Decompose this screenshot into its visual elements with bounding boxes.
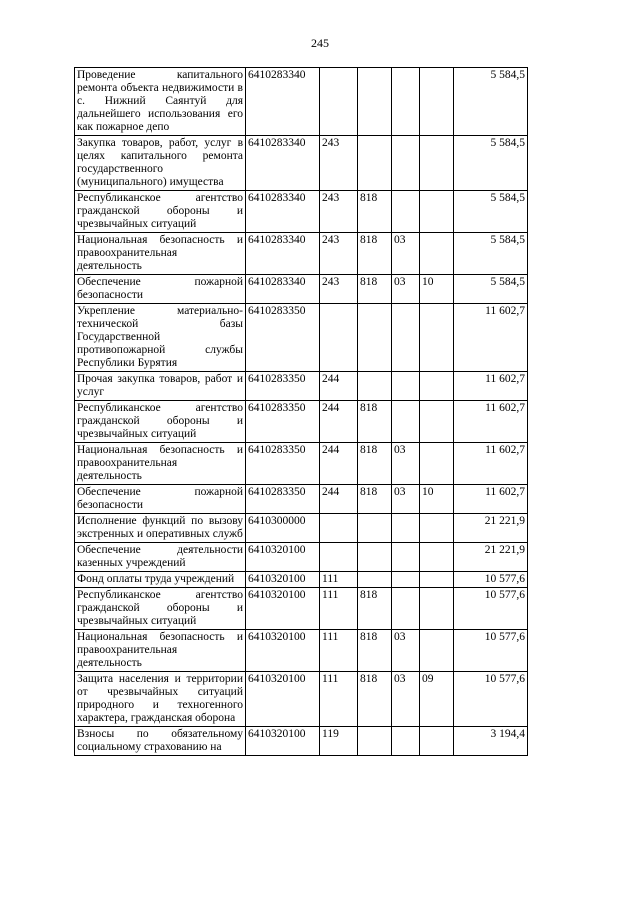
row-name-cell: Исполнение функций по вызову экстренных и оперативных служб bbox=[75, 514, 246, 543]
target-article-cell: 6410283350 bbox=[246, 372, 320, 401]
subsection-cell bbox=[420, 401, 454, 443]
target-article-cell: 6410283350 bbox=[246, 443, 320, 485]
row-name-cell: Фонд оплаты труда учреждений bbox=[75, 572, 246, 588]
table-row bbox=[75, 727, 528, 756]
expense-type-cell: 119 bbox=[320, 727, 358, 756]
expense-type-cell: 111 bbox=[320, 672, 358, 727]
subsection-cell bbox=[420, 191, 454, 233]
amount-cell: 5 584,5 bbox=[454, 191, 528, 233]
section-cell bbox=[392, 136, 420, 191]
subsection-cell bbox=[420, 372, 454, 401]
section-cell bbox=[392, 727, 420, 756]
section-cell bbox=[392, 191, 420, 233]
expense-type-cell: 243 bbox=[320, 191, 358, 233]
ministry-code-cell: 818 bbox=[358, 233, 392, 275]
ministry-code-cell: 818 bbox=[358, 588, 392, 630]
section-cell: 03 bbox=[392, 233, 420, 275]
table-row bbox=[75, 514, 528, 543]
ministry-code-cell bbox=[358, 68, 392, 136]
amount-cell: 10 577,6 bbox=[454, 672, 528, 727]
expense-type-cell: 244 bbox=[320, 443, 358, 485]
amount-cell: 10 577,6 bbox=[454, 572, 528, 588]
ministry-code-cell bbox=[358, 543, 392, 572]
amount-cell: 11 602,7 bbox=[454, 485, 528, 514]
table-row bbox=[75, 630, 528, 672]
section-cell: 03 bbox=[392, 443, 420, 485]
target-article-cell: 6410283350 bbox=[246, 485, 320, 514]
row-name-cell: Закупка товаров, работ, услуг в целях капитального ремонта государственного (муниципального) имущества bbox=[75, 136, 246, 191]
expense-type-cell bbox=[320, 514, 358, 543]
expense-type-cell bbox=[320, 68, 358, 136]
amount-cell: 10 577,6 bbox=[454, 630, 528, 672]
row-name-cell: Обеспечение пожарной безопасности bbox=[75, 275, 246, 304]
amount-cell: 11 602,7 bbox=[454, 443, 528, 485]
budget-table-body bbox=[75, 68, 528, 756]
expense-type-cell: 111 bbox=[320, 630, 358, 672]
target-article-cell: 6410320100 bbox=[246, 588, 320, 630]
target-article-cell: 6410300000 bbox=[246, 514, 320, 543]
section-cell: 03 bbox=[392, 672, 420, 727]
subsection-cell: 10 bbox=[420, 485, 454, 514]
target-article-cell: 6410283340 bbox=[246, 191, 320, 233]
subsection-cell: 09 bbox=[420, 672, 454, 727]
table-row bbox=[75, 485, 528, 514]
table-row bbox=[75, 68, 528, 136]
row-name-cell: Прочая закупка товаров, работ и услуг bbox=[75, 372, 246, 401]
amount-cell: 5 584,5 bbox=[454, 275, 528, 304]
expense-type-cell: 243 bbox=[320, 233, 358, 275]
row-name-cell: Обеспечение деятельности казенных учреждений bbox=[75, 543, 246, 572]
ministry-code-cell: 818 bbox=[358, 485, 392, 514]
ministry-code-cell bbox=[358, 304, 392, 372]
subsection-cell bbox=[420, 572, 454, 588]
row-name-cell: Национальная безопасность и правоохранительная деятельность bbox=[75, 443, 246, 485]
expense-type-cell: 111 bbox=[320, 588, 358, 630]
section-cell: 03 bbox=[392, 485, 420, 514]
subsection-cell bbox=[420, 543, 454, 572]
row-name-cell: Взносы по обязательному социальному страхованию на bbox=[75, 727, 246, 756]
budget-table bbox=[74, 67, 528, 756]
section-cell bbox=[392, 543, 420, 572]
ministry-code-cell bbox=[358, 136, 392, 191]
subsection-cell: 10 bbox=[420, 275, 454, 304]
expense-type-cell bbox=[320, 304, 358, 372]
amount-cell: 21 221,9 bbox=[454, 543, 528, 572]
subsection-cell bbox=[420, 304, 454, 372]
row-name-cell: Национальная безопасность и правоохранительная деятельность bbox=[75, 630, 246, 672]
amount-cell: 10 577,6 bbox=[454, 588, 528, 630]
table-row bbox=[75, 443, 528, 485]
ministry-code-cell: 818 bbox=[358, 191, 392, 233]
row-name-cell: Укрепление материально-технической базы Государственной противопожарной службы Республики Бурятия bbox=[75, 304, 246, 372]
row-name-cell: Республиканское агентство гражданской обороны и чрезвычайных ситуаций bbox=[75, 588, 246, 630]
table-row bbox=[75, 304, 528, 372]
target-article-cell: 6410283340 bbox=[246, 136, 320, 191]
amount-cell: 11 602,7 bbox=[454, 401, 528, 443]
table-row bbox=[75, 233, 528, 275]
section-cell: 03 bbox=[392, 275, 420, 304]
page-number: 245 bbox=[311, 36, 329, 50]
section-cell bbox=[392, 514, 420, 543]
amount-cell: 21 221,9 bbox=[454, 514, 528, 543]
row-name-cell: Национальная безопасность и правоохранительная деятельность bbox=[75, 233, 246, 275]
target-article-cell: 6410320100 bbox=[246, 572, 320, 588]
expense-type-cell: 244 bbox=[320, 401, 358, 443]
row-name-cell: Республиканское агентство гражданской обороны и чрезвычайных ситуаций bbox=[75, 191, 246, 233]
table-row bbox=[75, 136, 528, 191]
subsection-cell bbox=[420, 514, 454, 543]
expense-type-cell: 243 bbox=[320, 275, 358, 304]
table-row bbox=[75, 401, 528, 443]
amount-cell: 11 602,7 bbox=[454, 304, 528, 372]
section-cell bbox=[392, 572, 420, 588]
subsection-cell bbox=[420, 727, 454, 756]
subsection-cell bbox=[420, 233, 454, 275]
table-row bbox=[75, 275, 528, 304]
section-cell: 03 bbox=[392, 630, 420, 672]
table-row bbox=[75, 572, 528, 588]
table-row bbox=[75, 191, 528, 233]
ministry-code-cell: 818 bbox=[358, 672, 392, 727]
table-row bbox=[75, 372, 528, 401]
amount-cell: 5 584,5 bbox=[454, 233, 528, 275]
section-cell bbox=[392, 304, 420, 372]
row-name-cell: Защита населения и территории от чрезвычайных ситуаций природного и техногенного характера, гражданская оборона bbox=[75, 672, 246, 727]
subsection-cell bbox=[420, 443, 454, 485]
amount-cell: 11 602,7 bbox=[454, 372, 528, 401]
ministry-code-cell bbox=[358, 727, 392, 756]
expense-type-cell: 244 bbox=[320, 485, 358, 514]
target-article-cell: 6410283340 bbox=[246, 233, 320, 275]
section-cell bbox=[392, 68, 420, 136]
section-cell bbox=[392, 372, 420, 401]
row-name-cell: Проведение капитального ремонта объекта недвижимости в с. Нижний Саянтуй для дальнейшего использования его как пожарное депо bbox=[75, 68, 246, 136]
ministry-code-cell: 818 bbox=[358, 275, 392, 304]
expense-type-cell bbox=[320, 543, 358, 572]
table-row bbox=[75, 588, 528, 630]
section-cell bbox=[392, 401, 420, 443]
expense-type-cell: 244 bbox=[320, 372, 358, 401]
target-article-cell: 6410283350 bbox=[246, 304, 320, 372]
target-article-cell: 6410283340 bbox=[246, 68, 320, 136]
table-row bbox=[75, 543, 528, 572]
subsection-cell bbox=[420, 136, 454, 191]
ministry-code-cell bbox=[358, 514, 392, 543]
subsection-cell bbox=[420, 630, 454, 672]
target-article-cell: 6410320100 bbox=[246, 672, 320, 727]
subsection-cell bbox=[420, 68, 454, 136]
target-article-cell: 6410283340 bbox=[246, 275, 320, 304]
section-cell bbox=[392, 588, 420, 630]
target-article-cell: 6410283350 bbox=[246, 401, 320, 443]
ministry-code-cell: 818 bbox=[358, 443, 392, 485]
target-article-cell: 6410320100 bbox=[246, 727, 320, 756]
ministry-code-cell: 818 bbox=[358, 630, 392, 672]
ministry-code-cell bbox=[358, 572, 392, 588]
table-row bbox=[75, 672, 528, 727]
subsection-cell bbox=[420, 588, 454, 630]
row-name-cell: Республиканское агентство гражданской обороны и чрезвычайных ситуаций bbox=[75, 401, 246, 443]
target-article-cell: 6410320100 bbox=[246, 543, 320, 572]
target-article-cell: 6410320100 bbox=[246, 630, 320, 672]
amount-cell: 3 194,4 bbox=[454, 727, 528, 756]
row-name-cell: Обеспечение пожарной безопасности bbox=[75, 485, 246, 514]
expense-type-cell: 243 bbox=[320, 136, 358, 191]
amount-cell: 5 584,5 bbox=[454, 68, 528, 136]
amount-cell: 5 584,5 bbox=[454, 136, 528, 191]
ministry-code-cell: 818 bbox=[358, 401, 392, 443]
expense-type-cell: 111 bbox=[320, 572, 358, 588]
ministry-code-cell bbox=[358, 372, 392, 401]
